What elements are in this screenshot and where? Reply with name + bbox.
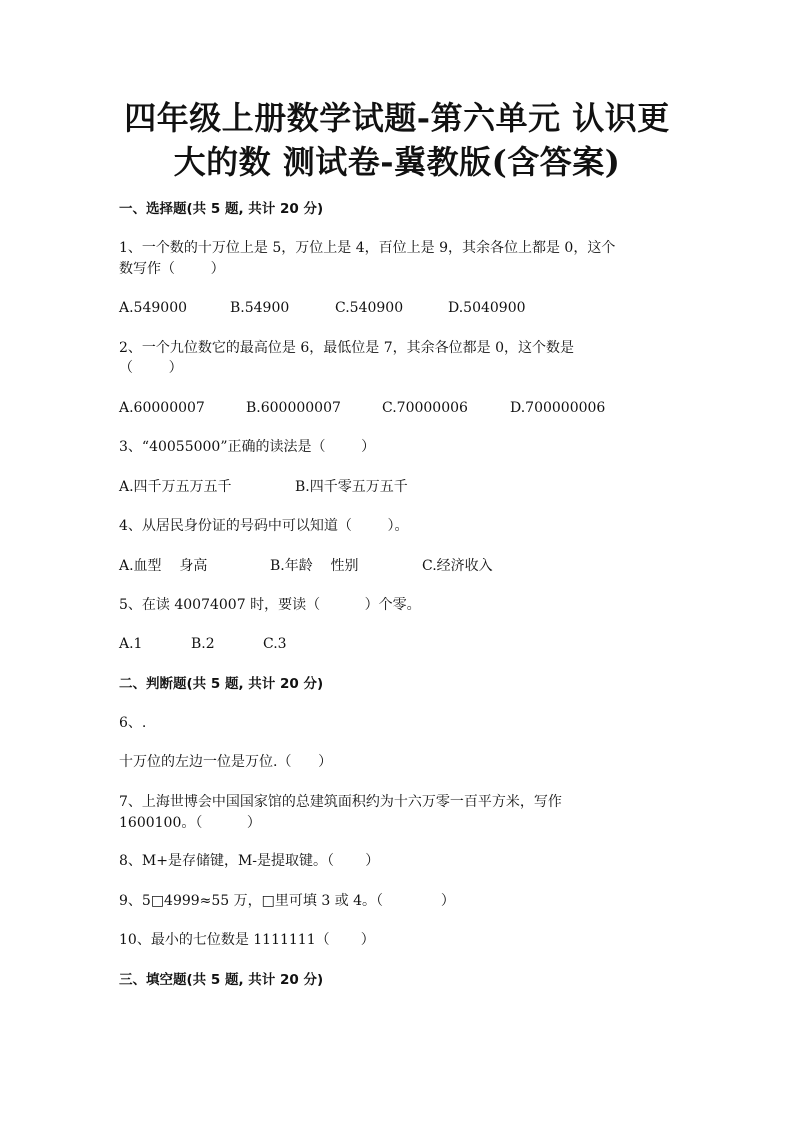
- question-8-line-1: 8、M+是存储键，M-是提取键。（ ）: [119, 853, 380, 869]
- q5-option-c: C.3: [263, 636, 287, 652]
- question-9-line-1: 9、5□4999≈55 万，□里可填 3 或 4。（ ）: [119, 893, 455, 909]
- question-5-line-1: 5、在读 40074007 时，要读（ ）个零。: [119, 597, 421, 613]
- question-2-line-1: 2、一个九位数它的最高位是 6，最低位是 7，其余各位都是 0，这个数是: [119, 340, 574, 356]
- q1-option-d: D.5040900: [448, 300, 526, 316]
- section-heading-judgement: 二、判断题(共 5 题, 共计 20 分): [119, 676, 324, 692]
- q1-option-b: B.54900: [230, 300, 290, 316]
- q1-option-c: C.540900: [335, 300, 404, 316]
- q5-option-a: A.1: [119, 636, 143, 652]
- question-1-line-1: 1、一个数的十万位上是 5，万位上是 4，百位上是 9，其余各位上都是 0，这个: [119, 240, 616, 256]
- q4-option-c: C.经济收入: [422, 558, 493, 574]
- q4-option-a: A.血型 身高: [119, 558, 208, 574]
- q2-option-d: D.700000006: [510, 400, 606, 416]
- question-3-line-1: 3、“40055000”正确的读法是（ ）: [119, 439, 376, 455]
- q2-option-b: B.600000007: [246, 400, 341, 416]
- section-heading-fill-blank: 三、填空题(共 5 题, 共计 20 分): [119, 972, 324, 988]
- question-6-line-1: 6、.: [119, 715, 147, 731]
- question-7-line-1: 7、上海世博会中国国家馆的总建筑面积约为十六万零一百平方米，写作: [119, 794, 562, 810]
- q5-option-b: B.2: [191, 636, 215, 652]
- question-2-line-2: （ ）: [119, 360, 183, 376]
- q2-option-c: C.70000006: [382, 400, 468, 416]
- title-line-2: 大的数 测试卷-冀教版(含答案): [173, 143, 621, 181]
- question-1-line-2: 数写作（ ）: [119, 261, 225, 277]
- title-line-1: 四年级上册数学试题-第六单元 认识更: [124, 99, 670, 137]
- q3-option-a: A.四千万五万五千: [119, 479, 232, 495]
- q1-option-a: A.549000: [119, 300, 188, 316]
- question-6-line-2: 十万位的左边一位是万位.（ ）: [119, 754, 333, 770]
- question-10-line-1: 10、最小的七位数是 1111111（ ）: [119, 932, 375, 948]
- section-heading-choice: 一、选择题(共 5 题, 共计 20 分): [119, 201, 324, 217]
- q4-option-b: B.年龄 性别: [270, 558, 359, 574]
- question-7-line-2: 1600100。（ ）: [119, 815, 261, 831]
- q3-option-b: B.四千零五万五千: [295, 479, 408, 495]
- q2-option-a: A.60000007: [119, 400, 205, 416]
- page-title: [60, 96, 734, 184]
- question-4-line-1: 4、从居民身份证的号码中可以知道（ ）。: [119, 518, 409, 534]
